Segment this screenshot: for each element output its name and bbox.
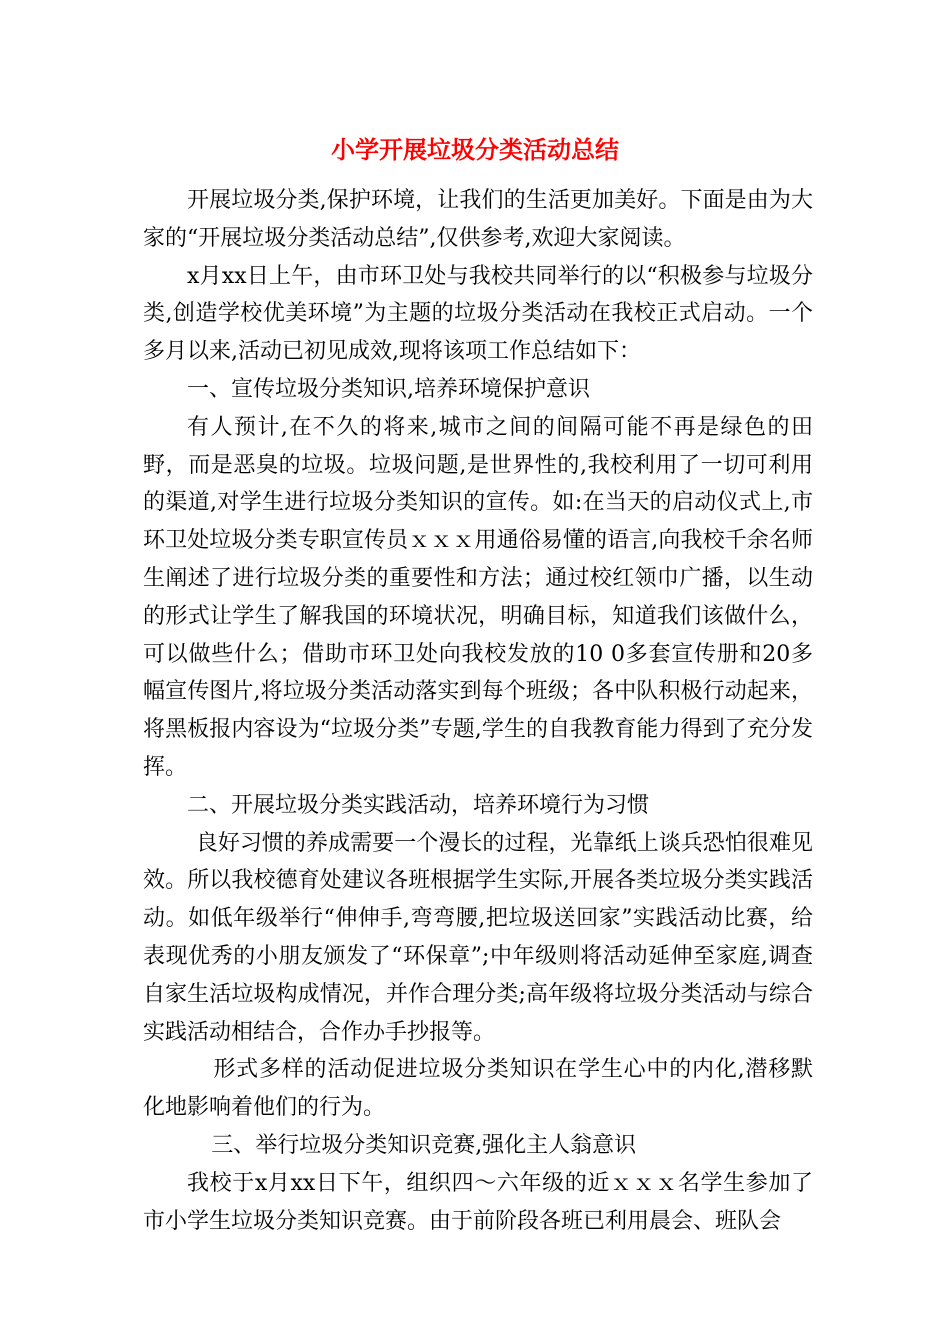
paragraph-section-3: 我校于x月xx日下午，组织四～六年级的近ｘｘｘ名学生参加了市小学生垃圾分类知识竞赛。由于前阶段各班已利用晨会、班队会 <box>143 1170 813 1234</box>
section-heading-3: 三、举行垃圾分类知识竞赛,强化主人翁意识 <box>211 1132 637 1158</box>
paragraph-intro: 开展垃圾分类,保护环境，让我们的生活更加美好。下面是由为大家的“开展垃圾分类活动总结”,仅供参考,欢迎大家阅读。 <box>143 188 813 251</box>
document-title: 小学开展垃圾分类活动总结 <box>331 135 619 164</box>
paragraph-section-2: 良好习惯的养成需要一个漫长的过程，光靠纸上谈兵恐怕很难见效。所以我校德育处建议各班根据学生实际,开展各类垃圾分类实践活动。如低年级举行“伸伸手,弯弯腰,把垃圾送回家”实践活动比赛，给表现优秀的小朋友颁发了“环保章”;中年级则将活动延伸至家庭,调查自家生活垃圾构成情况，并作合理分类;高年级将垃圾分类活动与综合实践活动相结合，合作办手抄报等。 <box>143 830 813 1045</box>
section-heading-1: 一、宣传垃圾分类知识,培养环境保护意识 <box>187 376 590 402</box>
section-heading-2: 二、开展垃圾分类实践活动，培养环境行为习惯 <box>187 792 650 818</box>
paragraph-launch: x月xx日上午，由市环卫处与我校共同举行的以“积极参与垃圾分类,创造学校优美环境”为主题的垃圾分类活动在我校正式启动。一个多月以来,活动已初见成效,现将该项工作总结如下： <box>143 263 813 365</box>
paragraph-summary: 形式多样的活动促进垃圾分类知识在学生心中的内化,潜移默化地影响着他们的行为。 <box>143 1057 813 1121</box>
document-body <box>143 182 813 1240</box>
paragraph-section-1: 有人预计,在不久的将来,城市之间的间隔可能不再是绿色的田野，而是恶臭的垃圾。垃圾问题,是世界性的,我校利用了一切可利用的渠道,对学生进行垃圾分类知识的宣传。如:在当天的启动仪式上,市环卫处垃圾分类专职宣传员ｘｘｘ用通俗易懂的语言,向我校千余名师生阐述了进行垃圾分类的重要性和方法；通过校红领巾广播，以生动的形式让学生了解我国的环境状况，明确目标，知道我们该做什么，可以做些什么；借助市环卫处向我校发放的10 0多套宣传册和20多幅宣传图片,将垃圾分类活动落实到每个班级；各中队积极行动起来，将黑板报内容设为“垃圾分类”专题,学生的自我教育能力得到了充分发挥。 <box>143 414 813 780</box>
